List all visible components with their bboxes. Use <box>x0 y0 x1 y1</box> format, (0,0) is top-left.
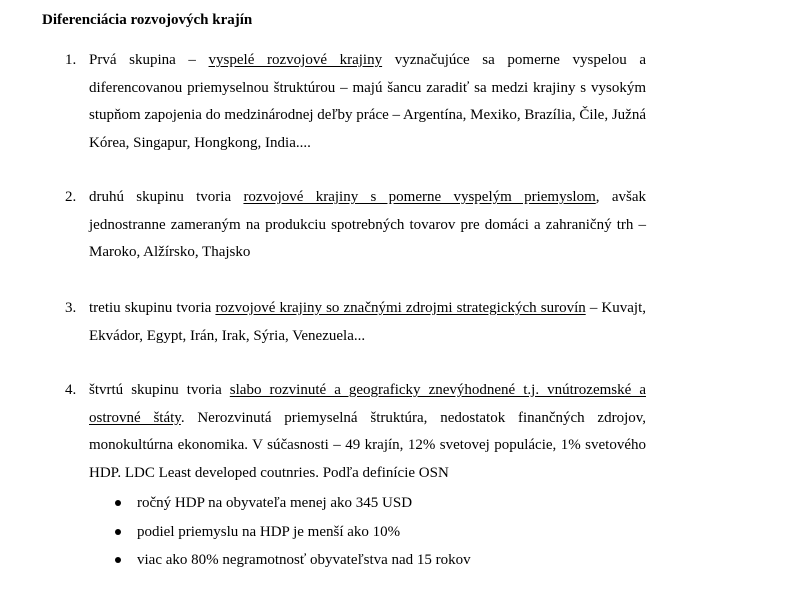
item-underlined-term: rozvojové krajiny so značnými zdrojmi strategických surovín <box>215 300 586 316</box>
item-text-rest: , avšak jednostranne zameraným na produkciu spotrebných tovarov pre domáci a zahraničný trh – Maroko, Alžírsko, Thajsko <box>89 189 646 260</box>
bullet-item <box>115 489 635 518</box>
list-item-3 <box>62 295 646 350</box>
list-item-4 <box>62 377 646 487</box>
item-text-lead: štvrtú skupinu tvoria <box>89 382 230 398</box>
list-item-number: 4. <box>65 382 77 398</box>
bullet-text: podiel priemyslu na HDP je menší ako 10% <box>137 523 401 540</box>
list-item-number: 3. <box>65 300 77 316</box>
bullet-dot-icon <box>115 500 121 506</box>
item-text-lead: Prvá skupina – <box>89 52 209 68</box>
list-item-text <box>89 295 646 350</box>
item-underlined-term: slabo rozvinuté a geograficky znevýhodnené t.j. vnútrozemské a ostrovné štáty <box>89 382 646 426</box>
bullet-text: ročný HDP na obyvateľa menej ako 345 USD <box>137 495 413 511</box>
list-item-1 <box>62 47 646 157</box>
list-item-text <box>89 184 646 267</box>
list-item-2 <box>62 184 646 267</box>
criteria-bullet-list <box>115 489 635 575</box>
item-text-rest: – Kuvajt, Ekvádor, Egypt, Irán, Irak, Sýria, Venezuela... <box>89 300 646 344</box>
list-item-number: 2. <box>65 189 77 205</box>
item-text-lead: tretiu skupinu tvoria <box>89 300 216 316</box>
bullet-dot-icon <box>115 557 121 563</box>
bullet-text: viac ako 80% negramotnosť obyvateľstva nad 15 rokov <box>137 552 471 568</box>
item-text-rest: . Nerozvinutá priemyselná štruktúra, nedostatok finančných zdrojov, monokultúrna ekonomika. V súčasnosti – 49 krajín, 12% svetovej populácie, 1% svetového HDP. LDC Least developed coutnries. Podľa definície OSN <box>89 409 647 481</box>
item-text-lead: druhú skupinu tvoria <box>89 189 244 205</box>
list-item-number: 1. <box>65 52 77 68</box>
list-item-text <box>89 47 646 157</box>
list-item-text <box>89 377 646 487</box>
bullet-item <box>115 546 635 575</box>
document-heading: Diferenciácia rozvojových krajín <box>42 12 253 28</box>
item-underlined-term: rozvojové krajiny s pomerne vyspelým priemyslom <box>243 189 596 205</box>
bullet-item <box>115 518 635 547</box>
item-text-rest: vyznačujúce sa pomerne vyspelou a diferencovanou priemyselnou štruktúrou – majú šancu zaradiť sa medzi krajiny s vysokým stupňom zapojenia do medzinárodnej deľby práce – Argentína, Mexiko, Brazília, Čile, Južná Kórea, Singapur, Hongkong, India.... <box>89 52 646 151</box>
item-underlined-term: vyspelé rozvojové krajiny <box>208 52 383 68</box>
bullet-dot-icon <box>115 529 121 535</box>
